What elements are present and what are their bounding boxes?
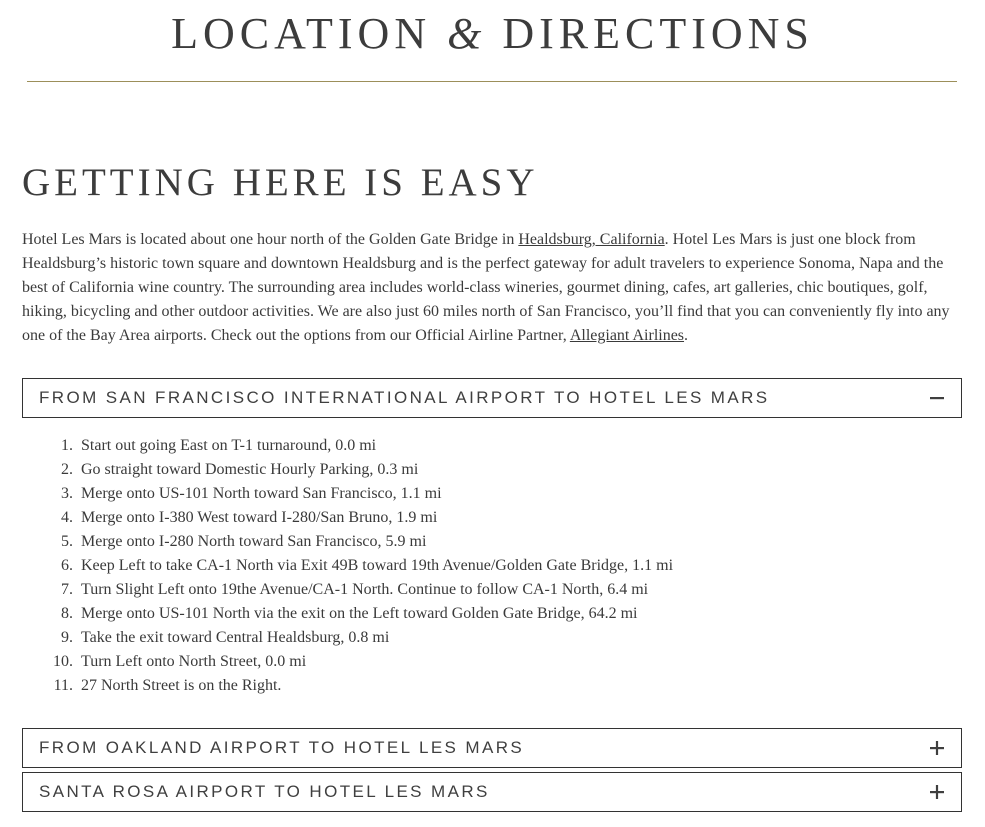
intro-text-1: Hotel Les Mars is located about one hour north of the Golden Gate Bridge in — [22, 231, 519, 248]
step-number: 8. — [61, 605, 73, 622]
intro-text-3: . — [684, 327, 689, 344]
step-number: 10. — [53, 653, 73, 670]
accordion-sfo[interactable] — [22, 378, 962, 418]
direction-step — [22, 482, 922, 506]
intro-paragraph — [22, 228, 964, 348]
step-text: Merge onto US-101 North via the exit on the Left toward Golden Gate Bridge, 64.2 mi — [81, 605, 638, 622]
accordion-oakland[interactable] — [22, 728, 962, 768]
step-text: Turn Slight Left onto 19the Avenue/CA-1 North. Continue to follow CA-1 North, 6.4 mi — [81, 581, 649, 598]
step-number: 3. — [61, 485, 73, 502]
step-text: Keep Left to take CA-1 North via Exit 49B toward 19th Avenue/Golden Gate Bridge, 1.1 mi — [81, 557, 674, 574]
direction-step — [22, 578, 922, 602]
direction-step — [22, 554, 922, 578]
intro-text-2: . Hotel Les Mars is just one block from Healdsburg’s historic town square and downtown Healdsburg and is the perfect gateway for adult travelers to experience Sonoma, Napa and the best of California wine country. The surrounding area includes world-class wineries, gourmet dining, cafes, art galleries, chic boutiques, golf, hiking, bicycling and other outdoor activities. We are also just 60 miles north of San Francisco, you’ll find that you can conveniently fly into any one of the Bay Area airports. Check out the options from our Official Airline Partner, — [22, 231, 950, 344]
plus-icon[interactable] — [929, 740, 945, 756]
step-number: 2. — [61, 461, 73, 478]
step-text: Merge onto I-380 West toward I-280/San Bruno, 1.9 mi — [81, 509, 438, 526]
direction-step — [22, 506, 922, 530]
step-text: Merge onto I-280 North toward San Francisco, 5.9 mi — [81, 533, 427, 550]
step-number: 5. — [61, 533, 73, 550]
direction-step — [22, 530, 922, 554]
title-part-directions: DIRECTIONS — [502, 9, 814, 58]
title-divider — [27, 81, 957, 82]
step-number: 11. — [53, 677, 73, 694]
step-number: 7. — [61, 581, 73, 598]
accordion-sfo-title: FROM SAN FRANCISCO INTERNATIONAL AIRPORT TO HOTEL LES MARS — [39, 388, 770, 407]
section-heading: GETTING HERE IS EASY — [22, 161, 539, 204]
direction-step — [22, 674, 922, 698]
direction-step — [22, 434, 922, 458]
step-number: 6. — [61, 557, 73, 574]
plus-icon[interactable] — [929, 784, 945, 800]
title-part-location: LOCATION — [171, 9, 432, 58]
step-text: Start out going East on T-1 turnaround, 0.0 mi — [81, 437, 377, 454]
step-number: 1. — [61, 437, 73, 454]
accordion-santa-rosa-title: SANTA ROSA AIRPORT TO HOTEL LES MARS — [39, 782, 490, 801]
direction-step — [22, 626, 922, 650]
step-number: 4. — [61, 509, 73, 526]
step-text: Merge onto US-101 North toward San Francisco, 1.1 mi — [81, 485, 442, 502]
accordion-oakland-title: FROM OAKLAND AIRPORT TO HOTEL LES MARS — [39, 738, 525, 757]
accordion-santa-rosa[interactable] — [22, 772, 962, 812]
step-number: 9. — [61, 629, 73, 646]
direction-step — [22, 650, 922, 674]
title-ampersand: & — [447, 9, 487, 58]
page-title — [0, 8, 985, 60]
step-text: 27 North Street is on the Right. — [81, 677, 282, 694]
minus-icon[interactable] — [929, 390, 945, 406]
direction-step — [22, 602, 922, 626]
directions-list-sfo — [22, 434, 922, 698]
step-text: Take the exit toward Central Healdsburg, 0.8 mi — [81, 629, 390, 646]
step-text: Go straight toward Domestic Hourly Parking, 0.3 mi — [81, 461, 419, 478]
direction-step — [22, 458, 922, 482]
allegiant-airlines-link[interactable]: Allegiant Airlines — [569, 327, 685, 344]
healdsburg-link[interactable]: Healdsburg, California — [518, 231, 665, 248]
step-text: Turn Left onto North Street, 0.0 mi — [81, 653, 307, 670]
